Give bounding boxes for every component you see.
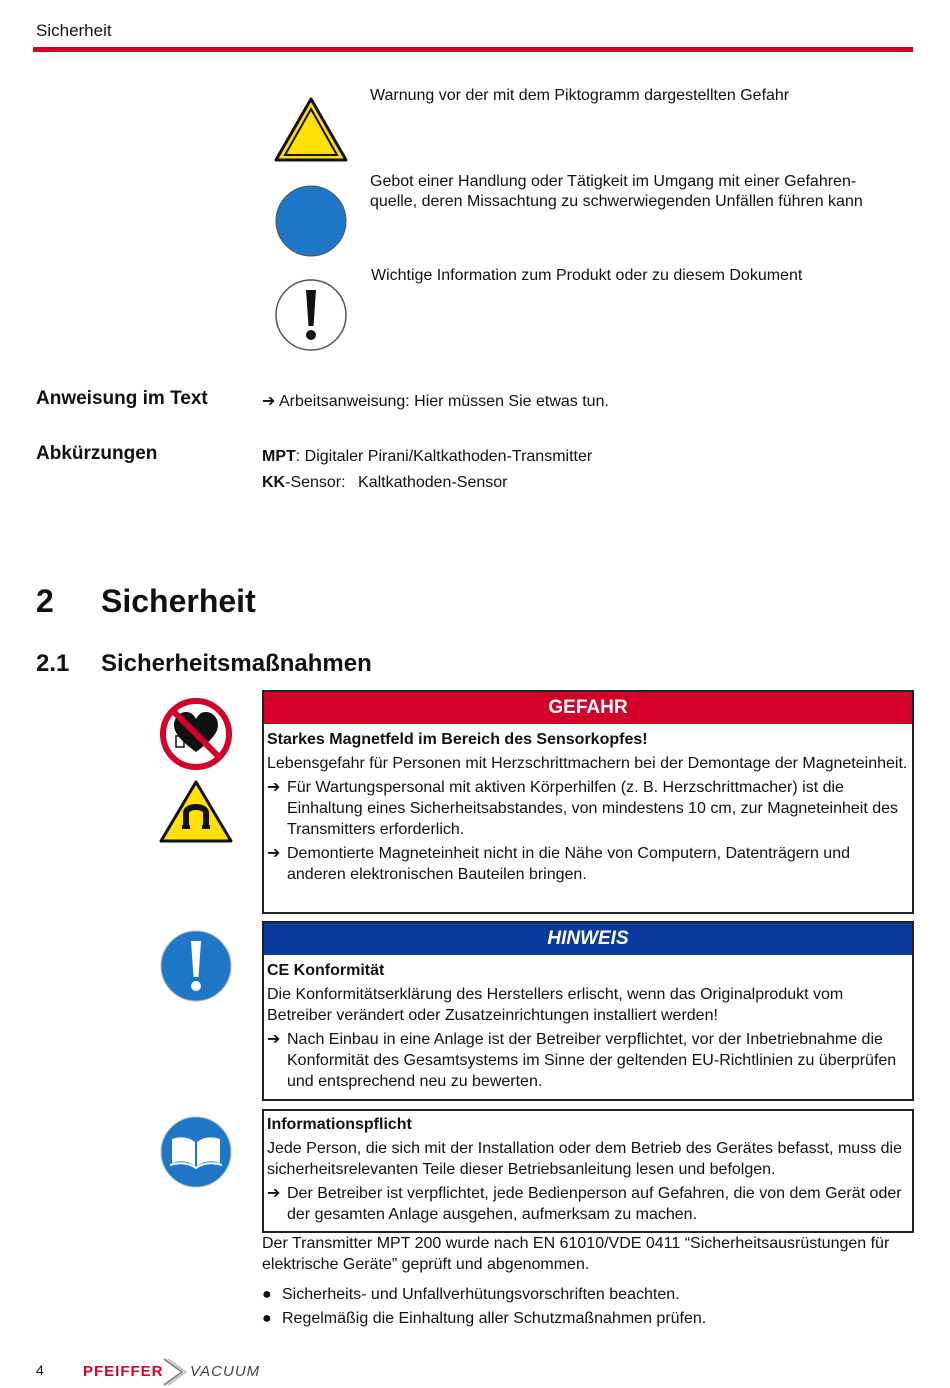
danger-text: Lebensgefahr für Personen mit Herzschrittmachern bei der Demontage der Magneteinheit. [267, 755, 908, 772]
header-rule [33, 47, 913, 52]
notice-box [262, 921, 914, 1101]
arrow-right-icon: ➔ [262, 393, 276, 410]
magnetic-field-warning-icon [158, 779, 234, 845]
instruction-label: Anweisung im Text [36, 388, 208, 409]
notice-box-header: HINWEIS [264, 923, 912, 955]
bullet-icon: ● [262, 1286, 272, 1303]
arrow-right-icon: ➔ [267, 845, 281, 862]
info-subject: Informationspflicht [267, 1116, 412, 1133]
info-box [262, 1109, 914, 1233]
logo-swoosh-icon [162, 1357, 188, 1387]
section-heading: 2 Sicherheit [36, 583, 256, 619]
abbreviations-label: Abkürzungen [36, 443, 158, 464]
info-step: ➔ Der Betreiber ist verpflichtet, jede Bedienperson auf Gefahren, die von dem Gerät oder der gesamten Anlage ausgehen, aufmerksam zu machen. [267, 1185, 902, 1223]
danger-subject: Starkes Magnetfeld im Bereich des Sensorkopfes! [267, 731, 648, 748]
notice-subject: CE Konformität [267, 962, 385, 979]
arrow-right-icon: ➔ [267, 779, 281, 796]
bullet-list [262, 1284, 912, 1329]
abbreviation-kk: KK-Sensor: Kaltkathoden-Sensor [262, 474, 508, 491]
instruction-text: ➔ Arbeitsanweisung: Hier müssen Sie etwas tun. [262, 393, 609, 410]
warning-triangle-icon [273, 96, 349, 164]
exclamation-mandatory-icon [159, 929, 233, 1003]
blue-circle-icon [274, 184, 348, 258]
list-item: ● Regelmäßig die Einhaltung aller Schutzmaßnahmen prüfen. [262, 1310, 707, 1327]
exclamation-circle-icon [274, 278, 348, 352]
logo-brand-vacuum: VACUUM [190, 1363, 261, 1380]
notice-text: Die Konformitätserklärung des Herstellers erlischt, wenn das Originalprodukt vom Betreiber verändert oder Zusatzeinrichtungen installiert werden! [267, 986, 844, 1024]
page-number: 4 [36, 1362, 44, 1378]
bullet-icon: ● [262, 1310, 272, 1327]
symbol-mandatory-text: Gebot einer Handlung oder Tätigkeit im Umgang mit einer Gefahren- quelle, deren Missachtung zu schwerwiegenden Unfällen führen kann [370, 173, 863, 210]
list-item: ● Sicherheits- und Unfallverhütungsvorschriften beachten. [262, 1286, 680, 1303]
danger-step: ➔ Für Wartungspersonal mit aktiven Körperhilfen (z. B. Herzschrittmacher) ist die Einhaltung eines Sicherheitsabstandes, von mindestens 10 cm, zur Magneteinheit des Transmitters erforderlich. [267, 779, 899, 838]
danger-box [262, 690, 914, 914]
arrow-right-icon: ➔ [267, 1185, 281, 1202]
read-manual-icon [159, 1115, 233, 1189]
subsection-heading: 2.1 Sicherheitsmaßnahmen [36, 650, 372, 677]
notice-step: ➔ Nach Einbau in eine Anlage ist der Betreiber verpflichtet, vor der Inbetriebnahme die Konformität des Gesamtsystems im Sinne der geltenden EU-Richtlinien zu überprüfen und entsprechend neu zu bewerten. [267, 1031, 897, 1090]
running-header-title: Sicherheit [36, 21, 112, 40]
danger-box-header: GEFAHR [264, 692, 912, 724]
symbol-info-text: Wichtige Information zum Produkt oder zu diesem Dokument [371, 267, 803, 284]
arrow-right-icon: ➔ [267, 1031, 281, 1048]
no-pacemaker-icon [159, 697, 233, 771]
info-text: Jede Person, die sich mit der Installation oder dem Betrieb des Gerätes befasst, muss die sicherheitsrelevanten Teile dieser Betriebsanleitung lesen und befolgen. [267, 1140, 902, 1178]
closing-text: Der Transmitter MPT 200 wurde nach EN 61010/VDE 0411 “Sicherheitsausrüstungen für elektrische Geräte” geprüft und abgenommen. [262, 1235, 890, 1273]
danger-step: ➔ Demontierte Magneteinheit nicht in die Nähe von Computern, Datenträgern und anderen elektronischen Bauteilen bringen. [267, 845, 850, 883]
symbol-warning-text: Warnung vor der mit dem Piktogramm dargestellten Gefahr [370, 87, 790, 104]
abbreviation-mpt: MPT: Digitaler Pirani/Kaltkathoden-Transmitter [262, 448, 593, 465]
logo-brand-pfeiffer: PFEIFFER [83, 1363, 164, 1380]
